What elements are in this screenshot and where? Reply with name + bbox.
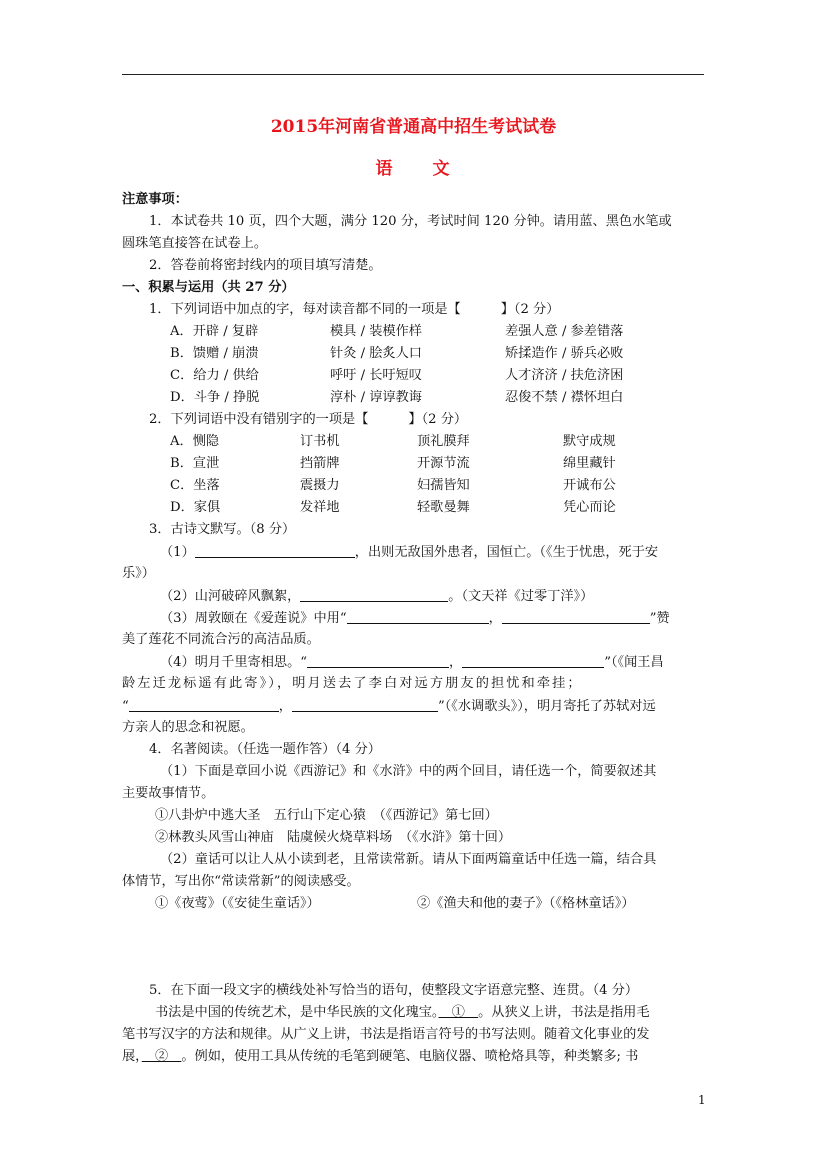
q5-stem: 5．在下面一段文字的横线处补写恰当的语句，使整段文字语意完整、连贯。（4 分） [149,983,639,998]
exam-title: 2015年河南省普通高中招生考试试卷 [270,117,557,137]
q1-option-c-2: 呼吁 / 长吁短叹 [330,368,422,383]
answer-blank[interactable] [300,589,448,602]
q1-option-a-2: 模具 / 装模作样 [330,324,422,339]
q2-option-a-4: 默守成规 [563,434,616,449]
answer-blank[interactable] [347,611,489,624]
q4-part2: （2）童话可以让人从小读到老，且常读常新。请从下面两篇童话中任选一篇，结合具 [160,852,657,867]
notes-item-2: 2．答卷前将密封线内的项目填写清楚。 [149,258,382,273]
q3-part3-cont: 美了莲花不同流合污的高洁品质。 [122,632,320,647]
q1-option-b-2: 针灸 / 脍炙人口 [330,346,422,361]
q2-option-a-1: A．恻隐 [170,434,220,449]
q1-option-d-2: 淳朴 / 谆谆教诲 [330,390,422,405]
q4-part1: （1）下面是章回小说《西游记》和《水浒》中的两个回目，请任选一个，简要叙述其 [160,764,657,779]
q3-part4-cont2: “ ， ”（《水调歌头》），明月寄托了苏轼对远 [122,699,656,714]
q1-option-b: B．馈赠 / 崩溃 [170,346,259,361]
q2-option-c-3: 妇孺皆知 [417,478,470,493]
q5-line-1: 书法是中国的传统艺术，是中华民族的文化瑰宝。 ① 。从狭义上讲，书法是指用毛 [155,1005,650,1020]
q2-stem: 2．下列词语中没有错别字的一项是【 】（2 分） [149,412,468,427]
q2-option-c-4: 开诚布公 [563,478,616,493]
answer-blank[interactable] [307,655,449,668]
answer-blank[interactable] [129,699,279,712]
q3-part4: （4）明月千里寄相思。“ ， ”（《闻王昌 [160,655,664,670]
answer-blank[interactable] [462,655,604,668]
q1-option-c: C．给力 / 供给 [170,368,259,383]
q5-line-3: 展， ② 。例如，使用工具从传统的毛笔到硬笔、电脑仪器、喷枪烙具等，种类繁多; 书 [122,1049,639,1064]
subject-title: 语 文 [375,159,452,179]
q2-option-d-4: 凭心而论 [563,500,616,515]
q2-option-c-1: C．坐落 [170,478,220,493]
q2-option-d-2: 发祥地 [300,500,340,515]
q2-option-b-4: 绵里藏针 [563,456,616,471]
section1-heading: 一、积累与运用（共 27 分） [122,280,295,295]
q4-stem: 4．名著阅读。（任选一题作答）（4 分） [149,742,381,757]
q1-option-d: D．斗争 / 挣脱 [170,390,260,405]
notes-item-1b: 圆珠笔直接答在试卷上。 [122,236,268,251]
q4-item-1: ①八卦炉中逃大圣 五行山下定心猿 （《西游记》第七回） [155,808,498,823]
notes-item-1a: 1．本试卷共 10 页，四个大题，满分 120 分，考试时间 120 分钟。请用蓝、黑色水笔或 [149,214,672,229]
q1-option-a: A．开辟 / 复辟 [170,324,259,339]
notes-heading: 注意事项： [122,192,188,207]
answer-blank[interactable] [195,545,355,558]
q3-stem: 3．古诗文默写。（8 分） [149,522,296,537]
q2-option-a-2: 订书机 [300,434,340,449]
q5-line-2: 笔书写汉字的方法和规律。从广义上讲，书法是指语言符号的书写法则。随着文化事业的发 [122,1027,650,1042]
q1-option-c-3: 人才济济 / 扶危济困 [505,368,624,383]
q3-part2: （2）山河破碎风飘絮， 。（文天祥《过零丁洋》） [160,589,594,604]
answer-blank-2[interactable]: ② [141,1049,182,1064]
q4-part2-cont: 体情节，写出你“常读常新”的阅读感受。 [122,874,360,889]
q4-choice-2: ②《渔夫和他的妻子》（《格林童话》） [417,896,635,911]
q1-stem: 1．下列词语中加点的字，每对读音都不同的一项是【 】（2 分） [149,302,560,317]
q1-option-d-3: 忍俊不禁 / 襟怀坦白 [505,390,624,405]
q4-item-2: ②林教头风雪山神庙 陆虞候火烧草料场 （《水浒》第十回） [155,830,512,845]
answer-blank[interactable] [292,699,438,712]
q2-option-a-3: 顶礼膜拜 [417,434,470,449]
q3-part1: （1） ，出则无敌国外患者，国恒亡。（《生于忧患，死于安 [160,545,659,560]
q1-option-a-3: 差强人意 / 参差错落 [505,324,624,339]
q3-part1-cont: 乐》） [122,566,155,581]
page-number: 1 [698,1093,706,1107]
q4-choice-1: ①《夜莺》（《安徒生童话》） [155,896,320,911]
q3-part4-cont1: 龄左迁龙标遥有此寄》），明月送去了李白对远方朋友的担忧和牵挂； [122,676,583,691]
q1-option-b-3: 矫揉造作 / 骄兵必败 [505,346,624,361]
header-rule [122,74,704,75]
answer-blank-1[interactable]: ① [438,1005,479,1020]
q2-option-b-1: B．宣泄 [170,456,220,471]
answer-blank[interactable] [502,611,650,624]
q4-part1-cont: 主要故事情节。 [122,786,215,801]
q3-part3: （3）周敦颐在《爱莲说》中用“ ， ”赞 [160,611,670,626]
q2-option-c-2: 震摄力 [300,478,340,493]
q3-part4-cont3: 方亲人的思念和祝愿。 [122,720,254,735]
q2-option-d-3: 轻歌曼舞 [417,500,470,515]
q2-option-b-2: 挡箭牌 [300,456,340,471]
q2-option-d-1: D．家俱 [170,500,221,515]
q2-option-b-3: 开源节流 [417,456,470,471]
